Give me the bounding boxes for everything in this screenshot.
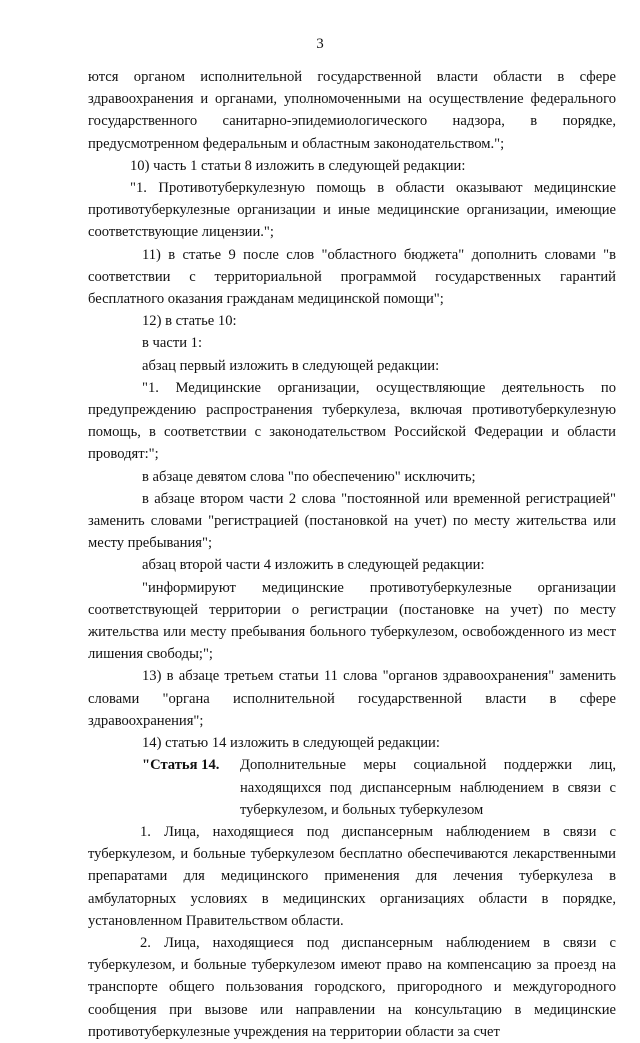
document-body	[88, 66, 616, 1043]
article-paragraph: 1. Лица, находящиеся под диспансерным наблюдением в связи с туберкулезом, и больные туберкулезом бесплатно обеспечиваются лекарственными препаратами для медицинского применения для лечения туберкулеза в амбулаторных условиях в медицинских организациях области в порядке, установленном Правительством области.	[88, 823, 616, 929]
article-label: "Статья 14.	[142, 757, 220, 774]
paragraph: "1. Медицинские организации, осуществляющие деятельность по предупреждению распространения туберкулеза, включая противотуберкулезную помощь, в соответствии с законодательством Российской Федерации и области проводят:";	[88, 379, 616, 463]
article-title: Дополнительные меры социальной поддержки лиц, находящихся под диспансерным наблюдением в связи с туберкулезом, и больных туберкулезом	[240, 757, 616, 818]
article-paragraph: 2. Лица, находящиеся под диспансерным наблюдением в связи с туберкулезом, и больные туберкулезом имеют право на компенсацию за проезд на транспорте общего пользования городского, пригородного и междугородного сообщения при вызове или направлении на консультацию в медицинские противотуберкулезные учреждения на территории области за счет	[88, 934, 616, 1040]
article-heading	[88, 754, 616, 821]
paragraph: абзац второй части 4 изложить в следующей редакции:	[142, 557, 485, 574]
paragraph: в абзаце девятом слова "по обеспечению" исключить;	[142, 468, 476, 485]
paragraph: "информируют медицинские противотуберкулезные организации соответствующей территории о регистрации (постановке на учет) по месту жительства или месту пребывания больного туберкулезом, освобожденного из мест лишения свободы;";	[88, 579, 616, 663]
paragraph: "1. Противотуберкулезную помощь в области оказывают медицинские противотуберкулезные организации и иные медицинские организации, имеющие соответствующие лицензии.";	[88, 180, 616, 241]
paragraph: ются органом исполнительной государственной власти области в сфере здравоохранения и органами, уполномоченными на осуществление федерального государственного санитарно-эпидемиологического надзора, в порядке, предусмотренном федеральным и областным законодательством.";	[88, 69, 616, 152]
paragraph: 13) в абзаце третьем статьи 11 слова "органов здравоохранения" заменить словами "органа исполнительной государственной власти в сфере здравоохранения";	[88, 668, 616, 729]
page-number: 3	[316, 36, 324, 52]
paragraph: 11) в статье 9 после слов "областного бюджета" дополнить словами "в соответствии с территориальной программой государственных гарантий бесплатного оказания гражданам медицинской помощи";	[88, 246, 616, 308]
paragraph: в абзаце втором части 2 слова "постоянной или временной регистрацией" заменить словами "регистрацией (постановкой на учет) по месту жительства или месту пребывания";	[88, 490, 616, 552]
paragraph: в части 1:	[142, 335, 203, 352]
paragraph: 14) статью 14 изложить в следующей редакции:	[142, 735, 440, 752]
paragraph: 12) в статье 10:	[142, 313, 237, 330]
paragraph: абзац первый изложить в следующей редакции:	[142, 357, 440, 374]
paragraph: 10) часть 1 статьи 8 изложить в следующей редакции:	[130, 157, 466, 174]
